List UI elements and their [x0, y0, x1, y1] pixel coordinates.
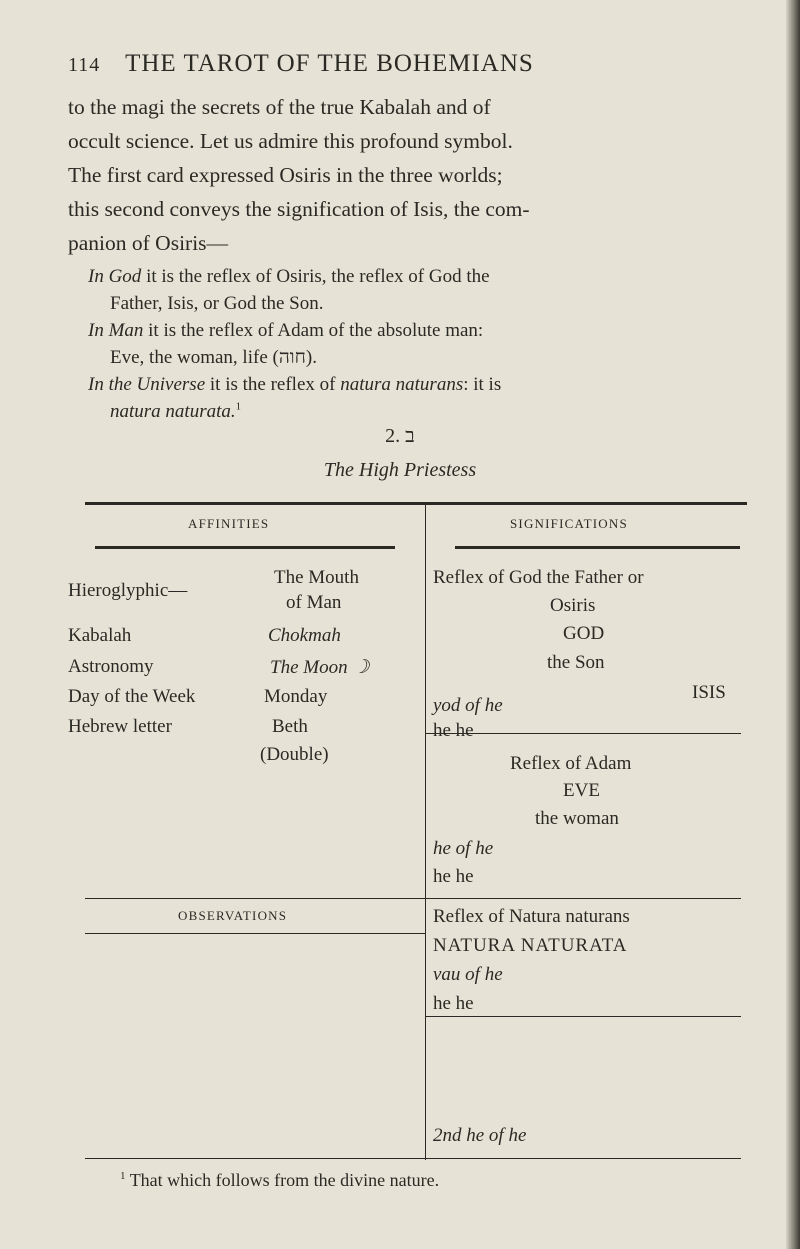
hieroglyphic-value-2: of Man — [286, 592, 342, 613]
sig-rule-2 — [85, 898, 741, 899]
world-god-cont: Father, Isis, or God the Son. — [110, 293, 324, 314]
table-column-divider — [425, 505, 426, 1160]
sig1-line5: ISIS — [692, 682, 726, 703]
astronomy-value: The Moon ☽ — [270, 657, 370, 678]
hebrew-label: Hebrew letter — [68, 716, 172, 737]
astronomy-label: Astronomy — [68, 656, 154, 677]
sig1-line2: Osiris — [550, 595, 596, 616]
kabalah-label: Kabalah — [68, 625, 132, 646]
world-man-cont: Eve, the woman, life (חוה). — [110, 347, 317, 368]
day-value: Monday — [264, 686, 328, 707]
para-line: The first card expressed Osiris in the three worlds; — [68, 163, 503, 187]
running-title: THE TAROT OF THE BOHEMIANS — [125, 50, 534, 77]
kabalah-value: Chokmah — [268, 625, 341, 646]
sig2-line2: EVE — [563, 780, 600, 801]
page-number: 114 — [68, 54, 101, 76]
sig2-line4: he of he — [433, 838, 494, 859]
world-universe-cont: natura naturata.$^1$ — [110, 400, 242, 422]
affinities-header-rule — [95, 546, 395, 549]
sig1-line4: the Son — [547, 652, 605, 673]
sig4-line1: 2nd he of he — [433, 1125, 527, 1146]
hebrew-value-1: Beth — [272, 716, 308, 737]
day-label: Day of the Week — [68, 686, 196, 707]
sig1-line1: Reflex of God the Father or — [433, 567, 644, 588]
sig1-line7: he he — [433, 720, 474, 741]
footnote: $^1$ That which follows from the divine nature. — [120, 1170, 440, 1190]
hebrew-value-2: (Double) — [260, 744, 329, 765]
significations-header: SIGNIFICATIONS — [510, 516, 628, 531]
observations-header: OBSERVATIONS — [178, 908, 288, 923]
page-edge-shadow — [786, 0, 800, 1249]
three-worlds — [88, 263, 748, 425]
para-line: this second conveys the signification of Isis, the com- — [68, 197, 530, 221]
hieroglyphic-value-1: The Mouth — [274, 567, 359, 588]
card-title: The High Priestess — [323, 459, 477, 481]
table-top-rule — [85, 502, 747, 505]
sig1-line3: GOD — [563, 623, 605, 644]
sig3-line4: he he — [433, 993, 474, 1014]
running-header — [68, 50, 534, 78]
sig3-line2: NATURA NATURATA — [433, 935, 628, 956]
hieroglyphic-label: Hieroglyphic— — [68, 580, 188, 601]
sig-rule-3 — [425, 1016, 741, 1017]
sig2-line3: the woman — [535, 808, 619, 829]
sig1-line6: yod of he — [433, 695, 503, 716]
card-number: 2. ב — [385, 425, 415, 447]
para-line: panion of Osiris— — [68, 231, 229, 255]
table-bottom-rule — [85, 1158, 741, 1159]
sig2-line5: he he — [433, 866, 474, 887]
para-line: to the magi the secrets of the true Kabalah and of — [68, 95, 491, 119]
affinities-header: AFFINITIES — [188, 516, 270, 531]
intro-paragraph — [68, 90, 748, 260]
para-line: occult science. Let us admire this profound symbol. — [68, 129, 513, 153]
sig3-line1: Reflex of Natura naturans — [433, 906, 630, 927]
significations-header-rule — [455, 546, 740, 549]
sig3-line3: vau of he — [433, 964, 503, 985]
world-universe: In the Universe it is the reflex of natura naturans: it is — [88, 374, 502, 395]
observations-rule — [85, 933, 425, 934]
world-god: In God it is the reflex of Osiris, the reflex of God the — [88, 266, 490, 287]
sig2-line1: Reflex of Adam — [510, 753, 632, 774]
world-man: In Man it is the reflex of Adam of the absolute man: — [88, 320, 484, 341]
